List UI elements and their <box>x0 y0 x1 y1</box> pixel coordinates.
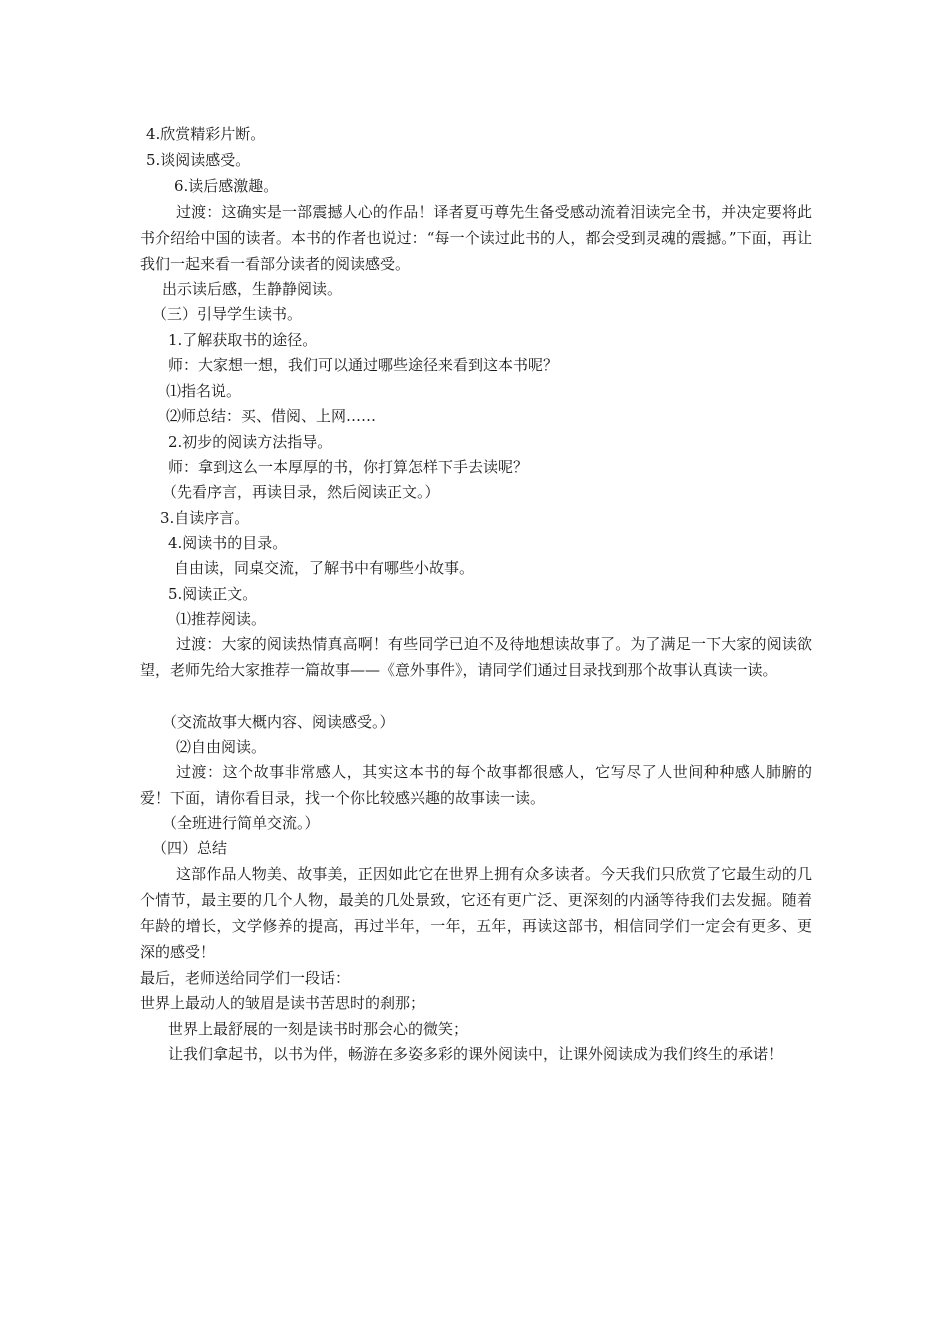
step-6-line: 6.读后感激趣。 <box>174 177 279 195</box>
sub-item-2-line: ⑵师总结：买、借阅、上网…… <box>166 407 377 425</box>
recommended-reading-line: ⑴推荐阅读。 <box>176 610 267 628</box>
item-2-line: 2.初步的阅读方法指导。 <box>168 433 333 451</box>
sub-item-1-line: ⑴指名说。 <box>166 382 242 400</box>
exchange-note-line: （交流故事大概内容、阅读感受。） <box>162 713 395 731</box>
free-reading-sub-line: ⑵自由阅读。 <box>176 738 267 756</box>
quote-line-2: 世界上最舒展的一刻是读书时那会心的微笑； <box>168 1020 469 1038</box>
transition-paragraph-3: 过渡：这个故事非常感人，其实这本书的每个故事都很感人，它写尽了人世间种种感人肺腑的爱！下面，请你看目录，找一个你比较感兴趣的故事读一读。 <box>140 763 812 807</box>
transition-paragraph-1: 过渡：这确实是一部震撼人心的作品！译者夏丏尊先生备受感动流着泪读完全书，并决定要将此书介绍给中国的读者。本书的作者也说过：“每一个读过此书的人，都会受到灵魂的震撼。”下面，再让我们一起来看一看部分读者的阅读感受。 <box>140 203 812 273</box>
section-4-heading: （四）总结 <box>152 839 228 857</box>
item-5-line: 5.阅读正文。 <box>168 585 258 603</box>
transition-paragraph-2: 过渡：大家的阅读热情真高啊！有些同学已迫不及待地想读故事了。为了满足一下大家的阅读欲望，老师先给大家推荐一篇故事——《意外事件》，请同学们通过目录找到那个故事认真读一读。 <box>140 635 812 679</box>
closing-paragraph: 让我们拿起书，以书为伴，畅游在多姿多彩的课外阅读中，让课外阅读成为我们终生的承诺！ <box>168 1045 784 1063</box>
closing-intro-line: 最后，老师送给同学们一段话： <box>140 969 351 987</box>
free-reading-line: 自由读，同桌交流，了解书中有哪些小故事。 <box>174 559 475 577</box>
item-1-line: 1.了解获取书的途径。 <box>168 331 318 349</box>
teacher-question-1: 师：大家想一想，我们可以通过哪些途径来看到这本书呢？ <box>168 356 559 374</box>
class-exchange-note: （全班进行简单交流。） <box>162 814 320 832</box>
step-4-line: 4.欣赏精彩片断。 <box>146 125 266 143</box>
summary-paragraph: 这部作品人物美、故事美，正因如此它在世界上拥有众多读者。今天我们只欣赏了它最生动的几个情节，最主要的几个人物，最美的几处景致，它还有更广泛、更深刻的内涵等待我们去发掘。随着年龄的增长，文学修养的提高，再过半年，一年，五年，再读这部书，相信同学们一定会有更多、更深的感受！ <box>140 865 812 961</box>
show-reflection-line: 出示读后感，生静静阅读。 <box>162 280 343 298</box>
teacher-question-2: 师：拿到这么一本厚厚的书，你打算怎样下手去读呢？ <box>168 458 529 476</box>
step-5-line: 5.谈阅读感受。 <box>146 151 251 169</box>
section-3-heading: （三）引导学生读书。 <box>152 305 303 323</box>
quote-line-1: 世界上最动人的皱眉是读书苦思时的刹那； <box>140 994 426 1012</box>
item-3-line: 3.自读序言。 <box>160 509 250 527</box>
item-4-line: 4.阅读书的目录。 <box>168 534 288 552</box>
reading-order-note: （先看序言，再读目录，然后阅读正文。） <box>162 483 440 501</box>
